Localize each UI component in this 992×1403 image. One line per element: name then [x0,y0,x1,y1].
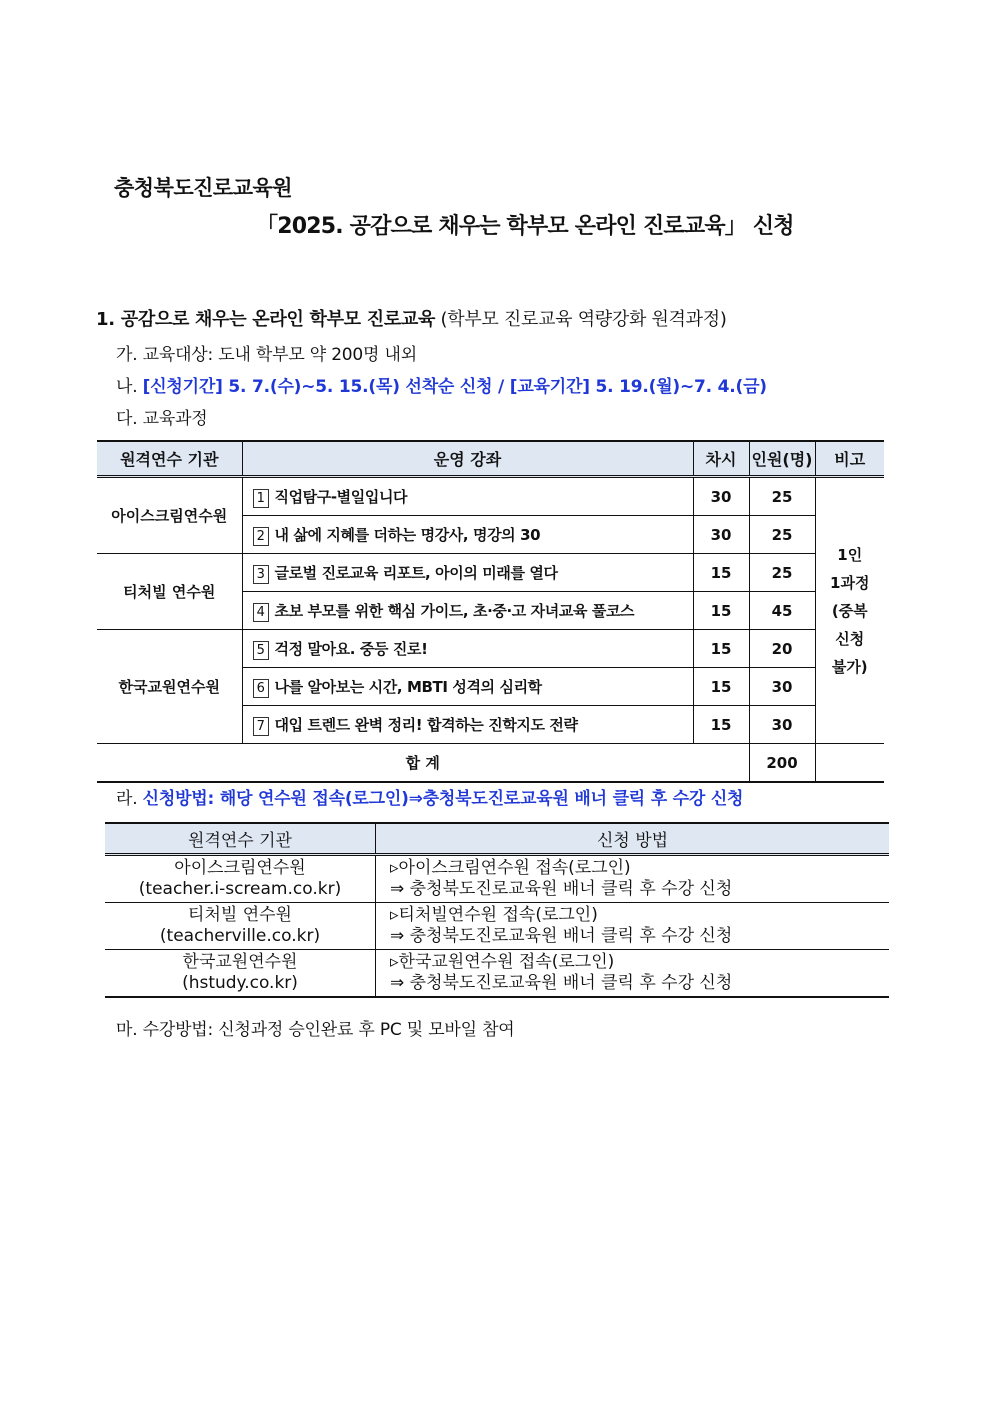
people-cell: 30 [749,706,815,744]
section-heading [96,305,727,331]
note-line: 신청 [835,629,865,648]
header-institution: 원격연수 기관 [105,823,376,855]
method-step-1: ▹아이스크림연수원 접속(로그인) [390,858,631,878]
table-row [97,630,884,668]
method-cell [376,950,890,998]
institution-url: (teacher.i-scream.co.kr) [138,879,342,899]
item-target: 가. 교육대상: 도내 학부모 약 200명 내외 [116,345,417,365]
institution-url: (teacherville.co.kr) [159,926,321,946]
course-number: 5 [253,641,269,660]
sessions-cell: 30 [693,477,749,516]
course-cell [242,516,693,554]
method-step-2: ⇒ 충청북도진로교육원 배너 클릭 후 수강 신청 [390,973,733,993]
total-value: 200 [749,744,815,783]
course-table-header [97,441,884,477]
table-row [105,855,889,903]
header-sessions: 차시 [693,441,749,477]
course-number: 6 [253,679,269,698]
header-note: 비고 [815,441,884,477]
header-people: 인원(명) [749,441,815,477]
method-cell [376,903,890,950]
header-institution: 원격연수 기관 [97,441,242,477]
institution-name: 한국교원연수원 [182,952,298,972]
method-step-2: ⇒ 충청북도진로교육원 배너 클릭 후 수강 신청 [390,926,733,946]
item-method-text: 신청방법: 해당 연수원 접속(로그인)⇒충청북도진로교육원 배너 클릭 후 수강 신청 [142,789,744,809]
table-row [105,950,889,998]
course-title: 초보 부모를 위한 핵심 가이드, 초·중·고 자녀교육 풀코스 [274,601,635,620]
course-cell [242,668,693,706]
course-cell [242,630,693,668]
sessions-cell: 15 [693,630,749,668]
document-title: 「2025. 공감으로 채우는 학부모 온라인 진로교육」 신청 [256,214,794,239]
course-number: 1 [253,489,269,508]
course-number: 4 [253,603,269,622]
course-title: 나를 알아보는 시간, MBTI 성격의 심리학 [274,677,542,696]
course-title: 직업탐구-별일입니다 [274,487,408,506]
apply-table [105,822,889,998]
header-method: 신청 방법 [376,823,890,855]
section-heading-bold: 1. 공감으로 채우는 온라인 학부모 진로교육 [96,309,436,330]
sessions-cell: 15 [693,706,749,744]
institution-cell: 티처빌 연수원 [97,554,242,630]
course-title: 대입 트렌드 완벽 정리! 합격하는 진학지도 전략 [274,715,578,734]
item-period [116,372,767,397]
item-method [116,784,743,809]
course-cell [242,554,693,592]
course-title: 글로벌 진로교육 리포트, 아이의 미래를 열다 [274,563,558,582]
course-number: 7 [253,717,269,736]
note-line: 1과정 [830,573,870,592]
people-cell: 45 [749,592,815,630]
course-cell [242,592,693,630]
people-cell: 30 [749,668,815,706]
item-participation: 마. 수강방법: 신청과정 승인완료 후 PC 및 모바일 참여 [116,1020,515,1040]
course-number: 3 [253,565,269,584]
item-period-text: [신청기간] 5. 7.(수)~5. 15.(목) 선착순 신청 / [교육기간] 5. 19.(월)~7. 4.(금) [142,377,767,397]
institution-cell: 한국교원연수원 [97,630,242,744]
method-step-2: ⇒ 충청북도진로교육원 배너 클릭 후 수강 신청 [390,879,733,899]
people-cell: 25 [749,516,815,554]
people-cell: 20 [749,630,815,668]
course-cell [242,477,693,516]
institution-cell [105,903,376,950]
note-line: (중복 [831,601,868,620]
table-row [105,903,889,950]
institution-name: 티처빌 연수원 [188,905,292,925]
sessions-cell: 15 [693,554,749,592]
method-cell [376,855,890,903]
institution-cell: 아이스크림연수원 [97,477,242,554]
course-title: 걱정 말아요. 중등 진로! [274,639,428,658]
sessions-cell: 15 [693,592,749,630]
item-method-prefix: 라. [116,789,143,809]
note-cell [815,477,884,744]
note-line: 1인 [837,545,863,564]
course-number: 2 [253,527,269,546]
item-period-prefix: 나. [116,377,143,397]
sessions-cell: 30 [693,516,749,554]
note-line: 불가) [831,657,868,676]
sessions-cell: 15 [693,668,749,706]
organization-name: 충청북도진로교육원 [114,176,293,200]
course-title: 내 삶에 지혜를 더하는 명강사, 명강의 30 [274,525,541,544]
total-row [97,744,884,783]
method-step-1: ▹한국교원연수원 접속(로그인) [390,952,615,972]
header-course: 운영 강좌 [242,441,693,477]
table-row [97,477,884,516]
people-cell: 25 [749,477,815,516]
item-course-label: 다. 교육과정 [116,409,208,429]
section-heading-rest: (학부모 진로교육 역량강화 원격과정) [435,309,727,330]
method-step-1: ▹티처빌연수원 접속(로그인) [390,905,598,925]
table-row [97,554,884,592]
people-cell: 25 [749,554,815,592]
course-table [97,440,884,783]
apply-table-header [105,823,889,855]
institution-cell [105,950,376,998]
total-label: 합 계 [97,744,749,783]
course-cell [242,706,693,744]
institution-name: 아이스크림연수원 [174,858,306,878]
total-empty [815,744,884,783]
institution-url: (hstudy.co.kr) [182,973,298,993]
institution-cell [105,855,376,903]
